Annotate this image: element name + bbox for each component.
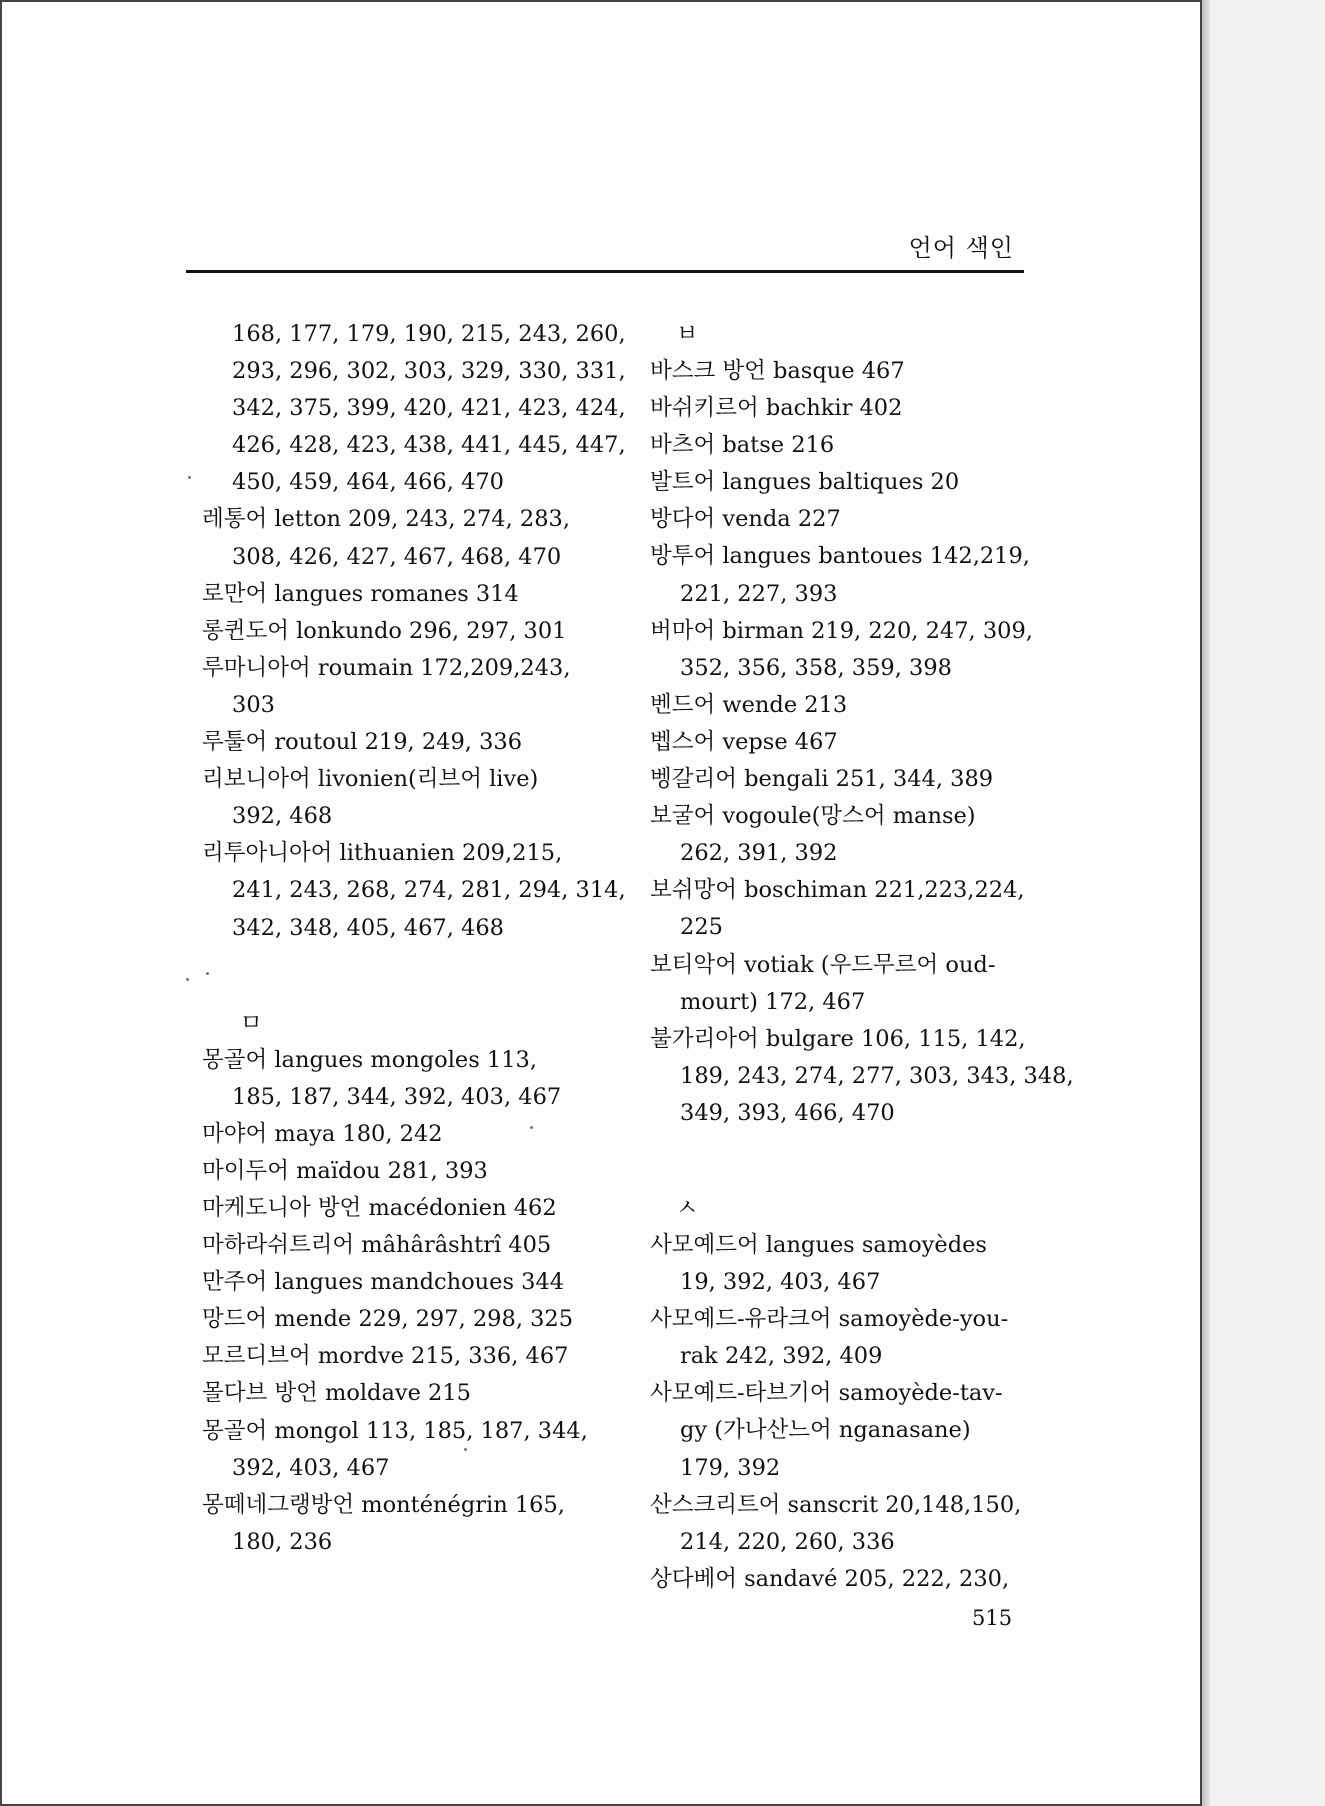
- index-entry: 보쉬망어 boschiman 221,223,224,: [650, 877, 1025, 904]
- index-entry: 몽골어 langues mongoles 113,: [202, 1046, 537, 1073]
- index-entry: 방다어 venda 227: [650, 506, 841, 533]
- index-entry: 발트어 langues baltiques 20: [650, 469, 960, 496]
- index-entry: 만주어 langues mandchoues 344: [202, 1269, 565, 1296]
- index-line: 168, 177, 179, 190, 215, 243, 260,: [232, 321, 626, 347]
- print-speck: [464, 1448, 467, 1451]
- index-entry: 벵갈리어 bengali 251, 344, 389: [650, 766, 994, 793]
- index-entry: 망드어 mende 229, 297, 298, 325: [202, 1306, 574, 1333]
- index-entry: 바츠어 batse 216: [650, 432, 835, 459]
- index-entry: 산스크리트어 sanscrit 20,148,150,: [650, 1491, 1022, 1518]
- index-entry: 사모예드-유라크어 samoyède-you-: [650, 1306, 1009, 1333]
- index-entry-cont: 179, 392: [680, 1454, 781, 1481]
- print-speck: [186, 978, 189, 981]
- index-entry-cont: 349, 393, 466, 470: [680, 1099, 895, 1126]
- index-entry-cont: 342, 348, 405, 467, 468: [232, 914, 504, 941]
- index-entry: 루툴어 routoul 219, 249, 336: [202, 729, 523, 756]
- right-column: [650, 316, 1074, 1598]
- index-line: 293, 296, 302, 303, 329, 330, 331,: [232, 358, 626, 385]
- index-entry: 롱퀸도어 lonkundo 296, 297, 301: [202, 617, 567, 644]
- index-entry: 방투어 langues bantoues 142,219,: [650, 543, 1030, 570]
- index-entry: 버마어 birman 219, 220, 247, 309,: [650, 617, 1033, 644]
- index-entry: 마야어 maya 180, 242: [202, 1120, 443, 1147]
- index-entry-cont: 392, 403, 467: [232, 1454, 390, 1481]
- index-entry-cont: 303: [232, 691, 275, 718]
- index-entry: 불가리아어 bulgare 106, 115, 142,: [650, 1025, 1026, 1052]
- print-speck: [188, 476, 191, 479]
- index-entry-cont: 262, 391, 392: [680, 840, 838, 867]
- index-entry: 루마니아어 roumain 172,209,243,: [202, 654, 571, 681]
- index-entry: 모르디브어 mordve 215, 336, 467: [202, 1343, 569, 1370]
- index-entry: 마케도니아 방언 macédonien 462: [202, 1194, 557, 1221]
- index-entry: 몰다브 방언 moldave 215: [202, 1380, 471, 1407]
- index-entry: 리투아니아어 lithuanien 209,215,: [202, 840, 563, 867]
- page-number: 515: [972, 1606, 1013, 1630]
- index-line: 426, 428, 423, 438, 441, 445, 447,: [232, 432, 626, 459]
- section-heading-b: ㅂ: [676, 321, 699, 347]
- index-entry: 벱스어 vepse 467: [650, 728, 838, 755]
- index-line: 342, 375, 399, 420, 421, 423, 424,: [232, 395, 626, 422]
- index-entry: 몽떼네그랭방언 monténégrin 165,: [202, 1491, 565, 1518]
- index-entry-cont: 352, 356, 358, 359, 398: [680, 654, 952, 681]
- section-heading-m: ㅁ: [240, 1009, 263, 1036]
- index-entry: 로만어 langues romanes 314: [202, 580, 519, 607]
- index-entry: 레통어 letton 209, 243, 274, 283,: [202, 506, 570, 533]
- index-entry-cont: 221, 227, 393: [680, 580, 838, 607]
- index-entry: 보티악어 votiak (우드무르어 oud-: [650, 951, 996, 978]
- index-line: 450, 459, 464, 466, 470: [232, 469, 504, 496]
- index-entry: 리보니아어 livonien(리브어 live): [202, 766, 539, 793]
- index-entry-cont: 19, 392, 403, 467: [680, 1269, 881, 1296]
- print-speck: [206, 972, 209, 975]
- left-column: [202, 316, 626, 1561]
- index-entry: 마하라쉬트리어 mâhârâshtrî 405: [202, 1232, 552, 1259]
- index-entry-cont: 185, 187, 344, 392, 403, 467: [232, 1083, 562, 1110]
- index-entry-cont: 392, 468: [232, 803, 333, 830]
- index-entry-cont: gy (가나산느어 nganasane): [680, 1417, 971, 1444]
- index-entry: 상다베어 sandavé 205, 222, 230,: [650, 1565, 1010, 1592]
- index-entry-cont: 225: [680, 914, 723, 941]
- page-edge-shadow: [1202, 0, 1210, 1806]
- index-entry: 바쉬키르어 bachkir 402: [650, 395, 903, 422]
- index-entry-cont: 214, 220, 260, 336: [680, 1528, 895, 1555]
- index-entry: 벤드어 wende 213: [650, 691, 848, 718]
- index-entry: 바스크 방언 basque 467: [650, 358, 905, 384]
- index-entry: 사모예드어 langues samoyèdes: [650, 1231, 987, 1258]
- index-entry-cont: 180, 236: [232, 1528, 333, 1555]
- index-entry-cont: 241, 243, 268, 274, 281, 294, 314,: [232, 877, 626, 904]
- index-entry: 사모예드-타브기어 samoyède-tav-: [650, 1380, 1003, 1407]
- header-rule: [186, 270, 1024, 273]
- section-heading-s: ㅅ: [676, 1194, 699, 1221]
- print-speck: [530, 1126, 533, 1129]
- index-entry: 보굴어 vogoule(망스어 manse): [650, 803, 976, 830]
- index-entry: 몽골어 mongol 113, 185, 187, 344,: [202, 1417, 588, 1444]
- index-entry-cont: 189, 243, 274, 277, 303, 343, 348,: [680, 1062, 1074, 1089]
- index-entry-cont: mourt) 172, 467: [680, 988, 866, 1015]
- index-entry-cont: rak 242, 392, 409: [680, 1343, 883, 1370]
- page-header-title: 언어 색인: [908, 234, 1014, 262]
- index-entry-cont: 308, 426, 427, 467, 468, 470: [232, 543, 562, 570]
- index-entry: 마이두어 maïdou 281, 393: [202, 1157, 488, 1184]
